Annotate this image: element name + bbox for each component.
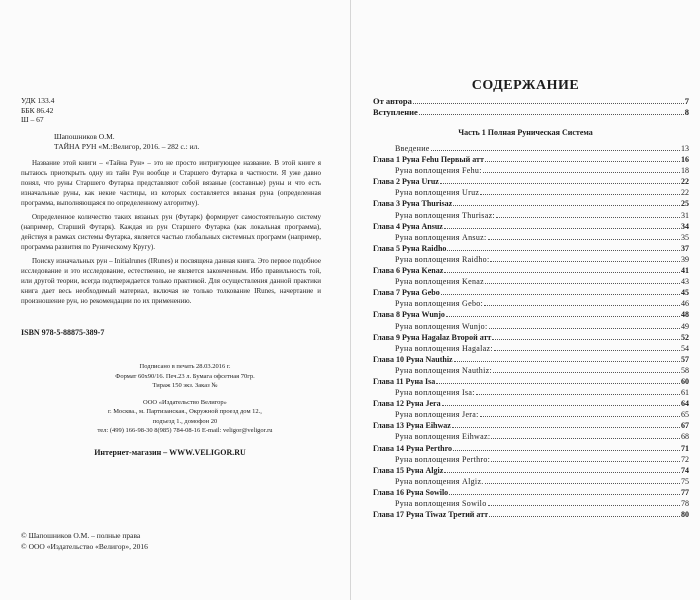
- abstract-paragraph: Поиску изначальных рун – Initialrunes (IRunes) и посвящена данная книга. Это первое подобное исследование и это исследование, естественно, не является законченным. Ибо правильность той, или другой теории, всегда подтверждается только практикой. Для осуществления данной практики книга дает весь необходимый материал, включая не только толкование IRunes, начертание и произношение рун, но рекомендации по их применению.: [21, 257, 321, 305]
- toc-chapter-entry: [373, 176, 689, 187]
- toc-entry-title: Глава 8 Руна Wunjo: [373, 310, 445, 320]
- toc-entry-page: 25: [681, 199, 689, 209]
- toc-entry-page: 54: [681, 343, 689, 353]
- toc-entry-page: 22: [681, 188, 689, 198]
- toc-entry-page: 52: [681, 332, 689, 342]
- dot-leader: [436, 383, 680, 384]
- toc-chapter-entry: [373, 332, 689, 343]
- toc-entry-page: 34: [681, 221, 689, 231]
- toc-entry-page: 58: [681, 365, 689, 375]
- toc-subentry: [373, 143, 689, 154]
- toc-subentry: [373, 365, 689, 376]
- toc-entry-page: 64: [681, 399, 689, 409]
- toc-entry-page: 37: [681, 243, 689, 253]
- dot-leader: [485, 283, 680, 284]
- toc-title: СОДЕРЖАНИЕ: [471, 78, 580, 93]
- toc-entry-title: Руна воплощения Wunjo:: [395, 321, 488, 331]
- toc-subentry: [373, 210, 689, 221]
- copyright-line: © ООО «Издательство «Велигор», 2016: [21, 542, 148, 551]
- toc-entry-title: Глава 13 Руна Eihwaz: [373, 421, 451, 431]
- toc-entry-page: 16: [681, 155, 689, 165]
- toc-chapter-entry: [373, 443, 689, 454]
- toc-entry-page: 72: [681, 454, 689, 464]
- imprint-line: Тираж 150 экз. Заказ №: [152, 382, 218, 389]
- toc-entry-title: Руна воплощения Ansuz:: [395, 232, 487, 242]
- toc-entry-title: Глава 17 Руна Tiwaz Третий атт: [373, 510, 489, 520]
- dot-leader: [493, 372, 680, 373]
- toc-entry-title: Глава 12 Руна Jera: [373, 399, 441, 409]
- author-name: Шапошников О.М.: [54, 132, 115, 141]
- publisher-address: подъезд 1., домофон 20: [152, 417, 218, 425]
- toc-entry-title: Руна воплощения Hagalaz:: [395, 343, 493, 353]
- dot-leader: [454, 361, 680, 362]
- toc-entry-page: 45: [681, 288, 689, 298]
- toc-subentry: [373, 343, 689, 354]
- toc-chapter-entry: [373, 309, 689, 320]
- dot-leader: [449, 494, 680, 495]
- toc-chapter-entry: [373, 221, 689, 232]
- dot-leader: [444, 228, 680, 229]
- toc-chapter-entry: [373, 287, 689, 298]
- toc-subentry: [373, 254, 689, 265]
- toc-entry-title: От автора: [373, 96, 412, 106]
- dot-leader: [492, 339, 680, 340]
- toc-entry-page: 78: [681, 499, 689, 508]
- toc-entry-title: Руна воплощения Gebo:: [395, 299, 484, 309]
- dot-leader: [413, 103, 684, 104]
- toc-subentry: [373, 298, 689, 309]
- dot-leader: [453, 450, 680, 451]
- toc-entry: [373, 107, 689, 118]
- toc-chapter-entry: [373, 376, 689, 387]
- toc-chapter-entry: [373, 465, 689, 476]
- toc-entry-title: Введение: [395, 144, 430, 153]
- toc-entry-title: Глава 5 Руна Raidho: [373, 243, 447, 253]
- dot-leader: [489, 516, 680, 517]
- bbk-code: ББК 86.42: [21, 105, 54, 115]
- toc-entry-page: 35: [681, 232, 689, 242]
- classification-codes: [21, 96, 54, 125]
- udk-code: УДК 133.4: [21, 96, 55, 105]
- toc-chapter-entry: [373, 154, 689, 165]
- part-title: Часть 1 Полная Руническая Система: [458, 128, 593, 137]
- dot-leader: [484, 305, 680, 306]
- toc-entry-page: 8: [684, 107, 689, 117]
- dot-leader: [431, 150, 680, 151]
- copyright-block: [21, 530, 148, 552]
- dot-leader: [488, 505, 680, 506]
- toc-entry-page: 49: [681, 321, 689, 331]
- toc-subentry: [373, 276, 689, 287]
- dot-leader: [444, 272, 680, 273]
- right-page: [351, 0, 700, 600]
- toc-entry-title: Руна воплощения Isa:: [395, 388, 475, 398]
- toc-chapter-entry: [373, 398, 689, 409]
- toc-subentry: [373, 321, 689, 332]
- toc-entry-title: Руна воплощения Raidho:: [395, 254, 490, 264]
- toc-entry-title: Глава 16 Руна Sowilo: [373, 487, 449, 497]
- toc-entry-title: Глава 7 Руна Gebo: [373, 288, 440, 298]
- dot-leader: [496, 217, 680, 218]
- toc-entry-title: Глава 14 Руна Perthro: [373, 443, 452, 453]
- bibliographic-record: [54, 132, 199, 152]
- dot-leader: [494, 350, 680, 351]
- publisher-name: ООО «Издательство Велигор»: [143, 398, 227, 406]
- dot-leader: [485, 483, 680, 484]
- toc-list: [373, 143, 689, 520]
- isbn: ISBN 978-5-88875-389-7: [21, 328, 105, 337]
- toc-chapter-entry: [373, 243, 689, 254]
- toc-entry-page: 48: [681, 310, 689, 320]
- dot-leader: [447, 250, 680, 251]
- toc-subentry: [373, 187, 689, 198]
- dot-leader: [491, 438, 680, 439]
- toc-entry-title: Руна воплощения Fehu:: [395, 166, 482, 176]
- toc-entry-page: 39: [681, 254, 689, 264]
- toc-chapter-entry: [373, 509, 689, 520]
- dot-leader: [440, 183, 680, 184]
- toc-subentry: [373, 387, 689, 398]
- toc-entry-title: Руна воплощения Kenaz: [395, 277, 484, 287]
- toc-subentry: [373, 431, 689, 442]
- toc-entry-page: 13: [681, 144, 689, 153]
- toc-entry-title: Руна воплощения Sowilo: [395, 499, 487, 508]
- toc-entry-page: 22: [681, 177, 689, 187]
- toc-entry-page: 65: [681, 410, 689, 420]
- dot-leader: [483, 172, 680, 173]
- toc-subentry: [373, 498, 689, 509]
- toc-entry-title: Руна воплощения Jera:: [395, 410, 479, 420]
- imprint-block: [50, 362, 320, 436]
- dot-leader: [453, 205, 680, 206]
- toc-chapter-entry: [373, 198, 689, 209]
- toc-top-entries: [373, 96, 689, 118]
- toc-entry-page: 74: [681, 465, 689, 475]
- dot-leader: [444, 472, 680, 473]
- toc-entry-page: 75: [681, 476, 689, 486]
- web-shop: Интернет-магазин – WWW.VELIGOR.RU: [94, 448, 246, 457]
- toc-entry-page: 61: [681, 388, 689, 398]
- dot-leader: [489, 328, 680, 329]
- book-citation: ТАЙНА РУН «М.:Велигор, 2016. – 282 с.: ил.: [54, 142, 200, 151]
- toc-entry-page: 57: [681, 354, 689, 364]
- toc-entry-page: 60: [681, 376, 689, 386]
- dot-leader: [488, 239, 681, 240]
- toc-entry-title: Глава 3 Руна Thurisaz: [373, 199, 453, 209]
- toc-entry-title: Руна воплощения Nauthiz:: [395, 365, 492, 375]
- author-sign: Ш – 67: [21, 115, 44, 124]
- toc-chapter-entry: [373, 487, 689, 498]
- dot-leader: [491, 461, 680, 462]
- abstract-paragraph: Определенное количество таких вязаных рун (Футарк) формирует самостоятельную систему (например, Старший Футарк). Каждая из рун Старшего Футарка (как локальная программа), действуя в рамках системы Футарка, является частью глобальных системных программ (например, программа развития по Руническому Кругу).: [21, 213, 321, 251]
- toc-entry-page: 71: [681, 443, 689, 453]
- toc-entry-title: Руна воплощения Eihwaz:: [395, 432, 491, 442]
- toc-entry-title: Руна воплощения Perthro:: [395, 454, 491, 464]
- dot-leader: [476, 394, 680, 395]
- dot-leader: [452, 427, 680, 428]
- toc-chapter-entry: [373, 420, 689, 431]
- book-abstract: [21, 158, 321, 310]
- imprint-line: Формат 60x90/16. Печ.23 л. Бумага офсетная 70гр.: [115, 372, 255, 380]
- toc-entry-title: Руна воплощения Algiz.: [395, 476, 484, 486]
- dot-leader: [441, 294, 680, 295]
- toc-entry-page: 77: [681, 487, 689, 497]
- toc-entry: [373, 96, 689, 107]
- publisher-contacts: тел: (499) 166-98-30 8(985) 784-08-16 E-mail: veligor@veligor.ru: [97, 427, 273, 434]
- dot-leader: [490, 261, 680, 262]
- toc-entry-title: Глава 4 Руна Ansuz: [373, 221, 443, 231]
- dot-leader: [419, 114, 684, 115]
- toc-entry-title: Руна воплощения Uruz: [395, 188, 480, 198]
- toc-entry-page: 46: [681, 299, 689, 309]
- toc-entry-title: Глава 10 Руна Nauthiz: [373, 354, 453, 364]
- toc-subentry: [373, 476, 689, 487]
- toc-entry-title: Глава 1 Руна Fehu Первый атт: [373, 155, 484, 165]
- dot-leader: [480, 194, 680, 195]
- toc-entry-page: 80: [681, 510, 689, 520]
- imprint-line: Подписано в печать 28.03.2016 г.: [139, 363, 231, 370]
- toc-subentry: [373, 409, 689, 420]
- toc-subentry: [373, 454, 689, 465]
- toc-subentry: [373, 232, 689, 243]
- toc-chapter-entry: [373, 354, 689, 365]
- toc-entry-title: Глава 15 Руна Algiz: [373, 465, 444, 475]
- toc-entry-page: 41: [681, 266, 689, 276]
- toc-entry-title: Руна воплощения Thurisaz:: [395, 210, 495, 220]
- dot-leader: [485, 161, 680, 162]
- toc-entry-page: 67: [681, 421, 689, 431]
- toc-entry-page: 43: [681, 277, 689, 287]
- dot-leader: [446, 316, 680, 317]
- toc-entry-page: 7: [684, 96, 689, 106]
- dot-leader: [442, 405, 680, 406]
- toc-subentry: [373, 165, 689, 176]
- toc-chapter-entry: [373, 265, 689, 276]
- toc-entry-title: Вступление: [373, 107, 418, 117]
- toc-entry-title: Глава 2 Руна Uruz: [373, 177, 439, 187]
- abstract-paragraph: Название этой книги – «Тайна Рун» – это не просто интригующее название. В этой книге я пытаюсь приоткрыть одну из тайн Рун вообще и Старшего Футарка в частности. Я уже давно понял, что руны Старшего Футарка представляют собой вязаные (составные) руны и что есть изначальные руны, как некие частицы, из которых составляется вязаная руна (определенная программа, выполняющаяся по определенному алгоритму).: [21, 159, 321, 207]
- toc-entry-title: Глава 9 Руна Hagalaz Второй атт: [373, 332, 492, 342]
- toc-entry-page: 31: [681, 210, 689, 220]
- publisher-address: г. Москва., м. Партизанская., Окружной проезд дом 12.,: [108, 408, 262, 415]
- toc-entry-page: 68: [681, 432, 689, 442]
- toc-entry-title: Глава 6 Руна Kenaz: [373, 266, 444, 276]
- dot-leader: [480, 416, 680, 417]
- toc-entry-page: 18: [681, 166, 689, 176]
- copyright-line: © Шапошников О.М. – полные права: [21, 531, 141, 540]
- toc-entry-title: Глава 11 Руна Isa: [373, 376, 436, 386]
